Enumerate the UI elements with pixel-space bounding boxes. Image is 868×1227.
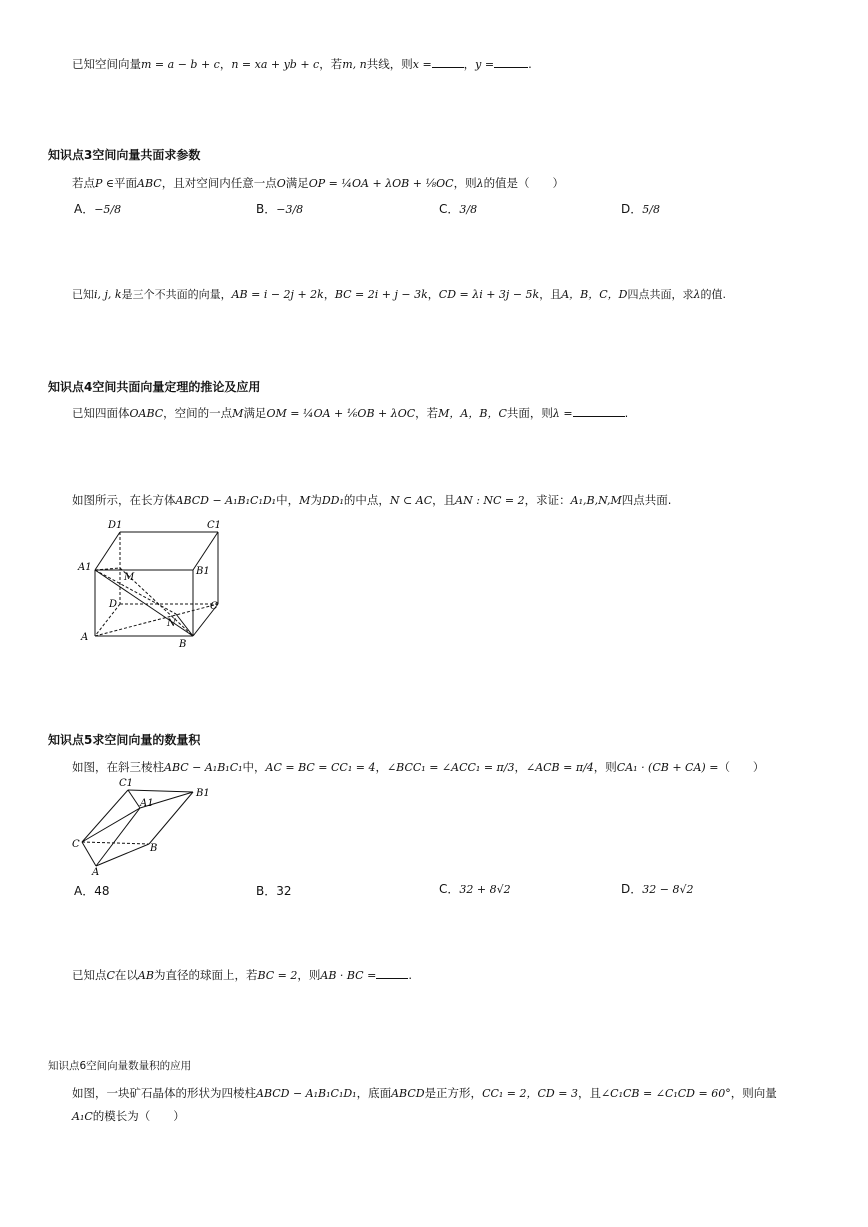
q8-end: 的模长为（ ） xyxy=(92,1109,185,1123)
option-value: 48 xyxy=(94,884,110,898)
option-label: D． xyxy=(621,202,643,216)
label-b1: B1 xyxy=(196,566,210,577)
q4-text-2: ，空间的一点 xyxy=(163,406,233,420)
q4-lambda: λ = xyxy=(552,407,573,420)
seg-a1n xyxy=(95,570,176,614)
option-value: 32 xyxy=(276,884,292,898)
q8-prism: ABCD − A₁B₁C₁D₁ xyxy=(256,1087,357,1100)
question-6 xyxy=(72,759,764,775)
q1-x-blank xyxy=(432,58,464,68)
q8-text: 如图，一块矿石晶体的形状为四棱柱 xyxy=(72,1086,256,1100)
label-m: M xyxy=(124,572,135,583)
q7-blank xyxy=(376,969,408,979)
q5-text-4: 的中点， xyxy=(343,493,390,507)
q1-end: . xyxy=(528,57,532,71)
q3-ab: AB = i − 2j + 2k xyxy=(231,288,324,301)
q7-end: . xyxy=(408,968,412,982)
q1-sep-2: ， xyxy=(463,57,476,71)
edge-ca xyxy=(82,842,96,866)
q8-text-4: ，且 xyxy=(577,1086,601,1100)
q3-text-4: 四点共面，求 xyxy=(627,288,694,301)
q6-option-d[interactable] xyxy=(621,880,693,897)
q6-option-c[interactable] xyxy=(439,880,511,897)
q1-text: 已知空间向量 xyxy=(72,57,141,71)
question-7 xyxy=(72,967,412,983)
q1-y-eq: y = xyxy=(475,58,495,71)
label-b: B xyxy=(150,843,158,854)
q2-text-3: 满足 xyxy=(285,176,309,190)
q6-option-b[interactable] xyxy=(256,882,292,899)
q7-expression: AB · BC = xyxy=(320,969,377,982)
option-label: A． xyxy=(74,202,95,216)
label-c: C xyxy=(210,601,218,612)
question-2 xyxy=(72,175,564,191)
q2-abc: ABC xyxy=(137,177,162,190)
q5-end: 四点共面. xyxy=(621,493,672,507)
q3-text-3: ，且 xyxy=(539,288,562,301)
q5-box: ABCD − A₁B₁C₁D₁ xyxy=(175,494,277,507)
q4-oabc: OABC xyxy=(129,407,164,420)
question-4 xyxy=(72,405,628,421)
q5-text-6: ，求证： xyxy=(524,493,571,507)
q3-ijk: i, j, k xyxy=(94,288,122,301)
option-label: C． xyxy=(439,202,460,216)
q6-text-2: 中， xyxy=(242,760,266,774)
q4-points: M，A，B，C xyxy=(438,407,507,420)
q7-text: 已知点 xyxy=(72,968,107,982)
q2-option-c[interactable] xyxy=(439,200,477,217)
q5-m: M xyxy=(299,494,311,507)
option-value: −5/8 xyxy=(94,203,122,216)
q2-option-b[interactable] xyxy=(256,200,303,217)
q3-points: A，B，C，D xyxy=(561,288,628,301)
q4-blank xyxy=(573,407,625,417)
q2-lambda: λ xyxy=(476,177,484,190)
edge-cb xyxy=(82,842,149,844)
edge-c1a1 xyxy=(128,790,140,808)
label-d: D xyxy=(109,599,118,610)
edge-c1b1 xyxy=(193,532,218,570)
diag-ca1 xyxy=(82,808,140,842)
label-a: A xyxy=(92,867,100,876)
q2-plane: 平面 xyxy=(114,176,138,190)
q7-text-4: ，则 xyxy=(297,968,321,982)
question-1 xyxy=(72,56,532,72)
option-label: C． xyxy=(439,882,460,896)
q6-sep-2: ， xyxy=(514,760,526,774)
option-label: A． xyxy=(74,884,95,898)
q2-text: 若点 xyxy=(72,176,95,190)
q7-ab: AB xyxy=(137,969,154,982)
edge-c1b1 xyxy=(128,790,193,792)
q1-y-blank xyxy=(494,58,528,68)
label-a1: A1 xyxy=(140,798,154,809)
option-value: −3/8 xyxy=(276,203,304,216)
q1-mn: m, n xyxy=(342,58,367,71)
q7-bc: BC = 2 xyxy=(257,969,298,982)
label-n: N xyxy=(167,618,176,629)
option-value: 3/8 xyxy=(459,203,478,216)
option-label: B． xyxy=(256,202,277,216)
q4-end: . xyxy=(624,406,629,420)
q3-lambda: λ xyxy=(693,288,701,301)
q2-text-2: ，且对空间内任意一点 xyxy=(161,176,277,190)
edge-d1a1 xyxy=(95,532,120,570)
edge-b1b xyxy=(149,792,193,844)
q5-text-5: ，且 xyxy=(432,493,456,507)
q8-text-2: ，底面 xyxy=(356,1086,392,1100)
q2-cond: P ∈ xyxy=(95,177,115,190)
q5-text: 如图所示，在长方体 xyxy=(72,493,176,507)
q1-m-vector: m = a − b + c xyxy=(141,58,220,71)
question-8 xyxy=(72,1085,777,1101)
q4-text-5: 共面，则 xyxy=(506,406,553,420)
question-3: 已知i, j, k是三个不共面的向量，AB = i − 2j + 2k，BC = 2i + j − 3k，CD = λi + 3j − 5k，且A，B，C，D四点共面，求λ的值. xyxy=(72,288,726,301)
q7-c: C xyxy=(106,969,115,982)
q2-text-4: ，则 xyxy=(453,176,477,190)
seg-nb xyxy=(176,614,193,636)
option-label: D． xyxy=(621,882,643,896)
q8-angle: ∠C₁CB = ∠C₁CD = 60° xyxy=(600,1087,731,1100)
q5-ratio: AN : NC = 2 xyxy=(455,494,525,507)
q1-n-vector: n = xa + yb + c xyxy=(231,58,320,71)
label-c1: C1 xyxy=(119,778,134,789)
label-b1: B1 xyxy=(196,788,210,799)
q1-x-eq: x = xyxy=(412,58,432,71)
q6-angle2: ∠ACB = π/4 xyxy=(525,761,594,774)
q8-text-5: ，则向量 xyxy=(730,1086,777,1100)
label-d1: D1 xyxy=(108,520,123,531)
q3-text-2: 是三个不共面的向量， xyxy=(121,288,232,301)
section-5-title: 知识点5求空间向量的数量积 xyxy=(48,733,201,747)
question-5 xyxy=(72,492,671,508)
q5-nac: N ⊂ AC xyxy=(389,494,433,507)
q2-end: 的值是（ ） xyxy=(483,176,565,190)
label-b: B xyxy=(179,639,187,650)
q4-text-4: ，若 xyxy=(415,406,439,420)
q7-text-3: 为直径的球面上，若 xyxy=(153,968,258,982)
q6-angle1: ∠BCC₁ = ∠ACC₁ = π/3 xyxy=(386,761,515,774)
prism-figure xyxy=(70,776,220,876)
q5-points: A₁,B,N,M xyxy=(570,494,622,507)
q6-text-3: ，则 xyxy=(593,760,617,774)
q5-text-2: 中， xyxy=(276,493,300,507)
question-8-line-2 xyxy=(72,1108,185,1124)
q5-text-3: 为 xyxy=(310,493,322,507)
option-value: 5/8 xyxy=(642,203,660,216)
q2-expression: OP = ¼OA + λOB + ⅛OC xyxy=(308,177,454,190)
q2-o: O xyxy=(276,177,286,190)
q3-cd: CD = λi + 3j − 5k xyxy=(438,288,540,301)
q3-bc: BC = 2i + j − 3k xyxy=(334,288,428,301)
q6-eq1: AC = BC = CC₁ = 4 xyxy=(265,761,376,774)
q3-end: 的值. xyxy=(700,288,726,301)
q1-sep: ， xyxy=(219,57,232,71)
q4-text-3: 满足 xyxy=(243,406,267,420)
q4-m: M xyxy=(232,407,244,420)
option-label: B． xyxy=(256,884,277,898)
q6-option-a[interactable] xyxy=(74,882,110,899)
edge-c1c xyxy=(82,790,128,842)
q2-option-d[interactable] xyxy=(621,200,660,217)
q8-abcd: ABCD xyxy=(391,1087,425,1100)
section-3-title: 知识点3空间向量共面求参数 xyxy=(48,148,201,162)
q6-sep: ， xyxy=(375,760,387,774)
q6-end: （ ） xyxy=(718,760,765,774)
label-a: A xyxy=(81,632,89,643)
option-value: 32 − 8√2 xyxy=(642,883,694,896)
q4-expression: OM = ¼OA + ⅙OB + λOC xyxy=(266,407,416,420)
q1-text-2: ，若 xyxy=(319,57,343,71)
section-4-title: 知识点4空间共面向量定理的推论及应用 xyxy=(48,380,261,394)
q5-dd1: DD₁ xyxy=(321,494,344,507)
q6-text: 如图，在斜三棱柱 xyxy=(72,760,164,774)
q8-vector: A₁C xyxy=(72,1110,93,1123)
q8-text-3: 是正方形， xyxy=(424,1086,483,1100)
q2-option-a[interactable] xyxy=(74,200,121,217)
q7-text-2: 在以 xyxy=(114,968,138,982)
q3-text: 已知 xyxy=(72,288,94,301)
section-6-title: 知识点6空间向量数量积的应用 xyxy=(48,1060,192,1072)
q1-text-3: 共线，则 xyxy=(366,57,413,71)
label-a1: A1 xyxy=(78,562,92,573)
label-c: C xyxy=(72,839,80,850)
label-c1: C1 xyxy=(207,520,222,531)
q4-text: 已知四面体 xyxy=(72,406,130,420)
q8-eq: CC₁ = 2，CD = 3 xyxy=(482,1087,578,1100)
cuboid-figure xyxy=(76,514,226,650)
option-value: 32 + 8√2 xyxy=(459,883,511,896)
q6-expression: CA₁ · (CB + CA) = xyxy=(616,761,719,774)
q6-prism: ABC − A₁B₁C₁ xyxy=(164,761,243,774)
